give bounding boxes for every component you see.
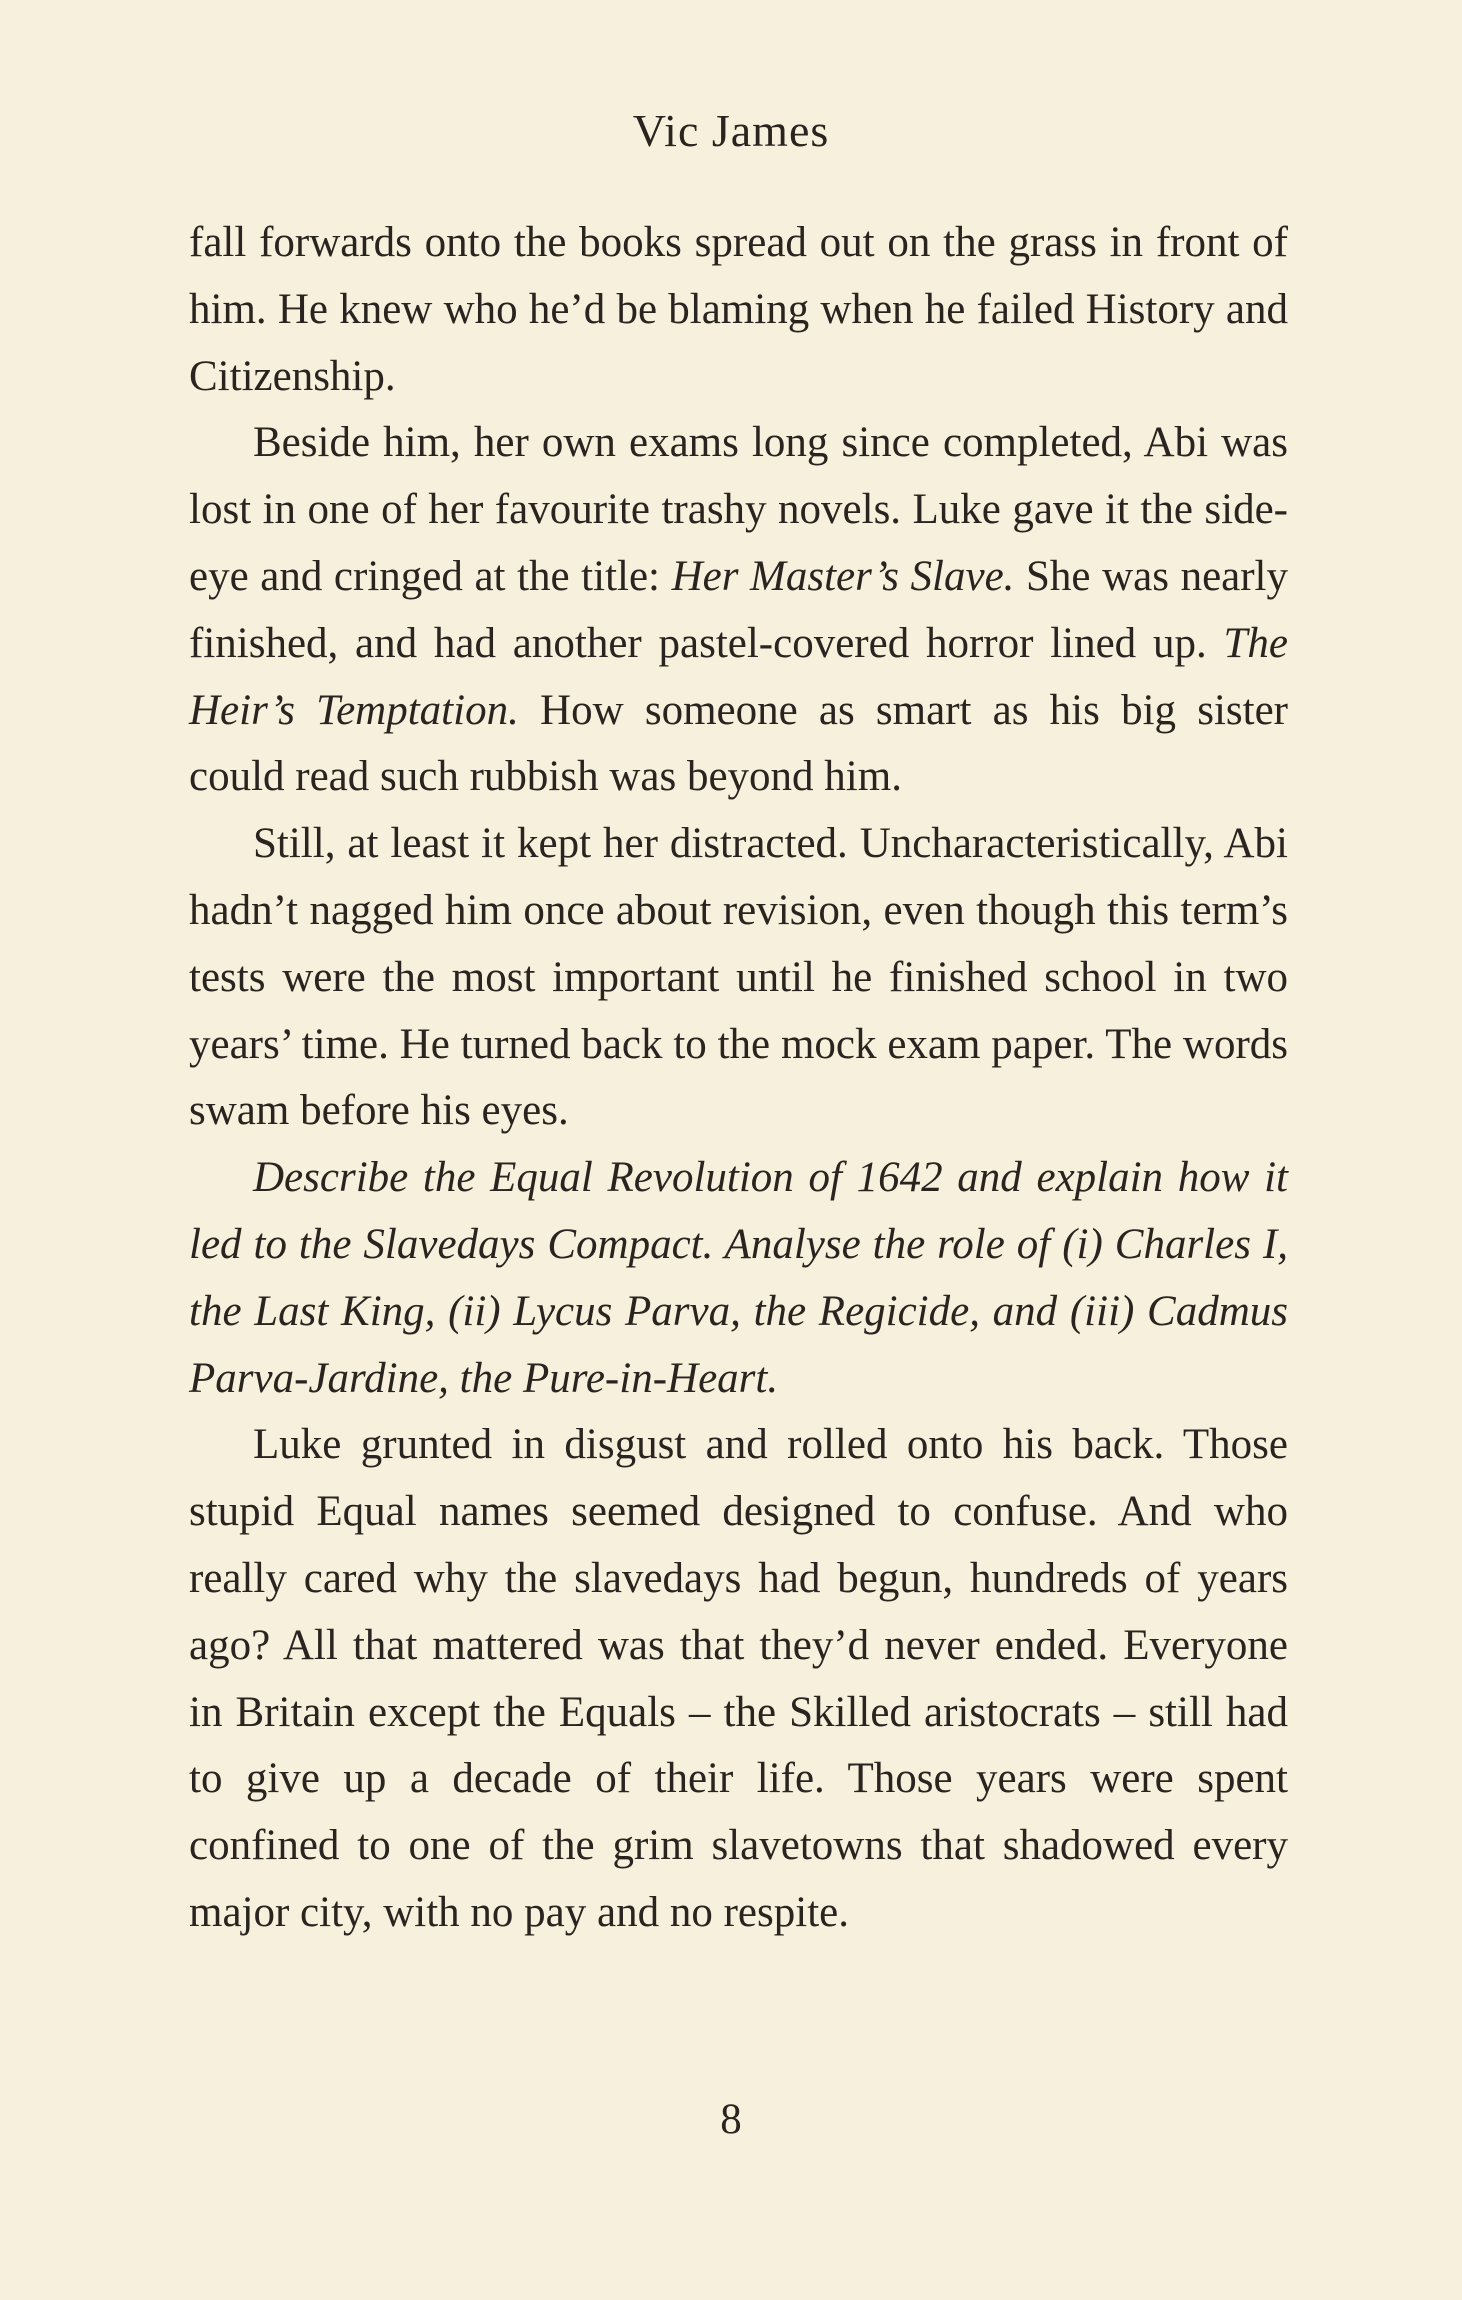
paragraph <box>189 210 1288 410</box>
text-run: Luke grunted in disgust and rolled onto his back. Those stupid Equal names seemed designed to confuse. And who really cared why the slavedays had begun, hundreds of years ago? All that mattered was that they’d never ended. Everyone in Britain except the Equals – the Skilled aristocrats – still had to give up a decade of their life. Those years were spent confined to one of the grim slavetowns that shadowed every major city, with no pay and no respite. <box>189 1421 1288 1936</box>
italic-text: Her Master’s Slave. <box>671 552 1015 600</box>
text-run: fall forwards onto the books spread out on the grass in front of him. He knew who he’d be blaming when he failed History and Citizenship. <box>189 219 1288 400</box>
paragraph <box>189 1412 1288 1946</box>
italic-text: Describe the Equal Revolution of 1642 and explain how it led to the Slavedays Compact. Analyse the role of (i) Charles I, the Last King, (ii) Lycus Parva, the Regicide, and (iii) Cadmus Parva-Jardine, the Pure-in-Heart. <box>189 1154 1288 1402</box>
running-head: Vic James <box>632 105 830 156</box>
body-text <box>189 210 1288 1947</box>
text-run: How someone as smart as his big sister could read such rubbish was beyond him. <box>189 686 1288 801</box>
paragraph <box>189 410 1288 811</box>
paragraph <box>189 1145 1288 1412</box>
italic-text: The Heir’s Temptation. <box>189 619 1288 734</box>
text-run: She was nearly finished, and had another pastel-covered horror lined up. <box>189 552 1289 667</box>
text-run: Beside him, her own exams long since completed, Abi was lost in one of her favourite trashy novels. Luke gave it the side-eye and cringed at the title: <box>189 419 1288 600</box>
paragraph <box>189 811 1288 1145</box>
text-run: Still, at least it kept her distracted. Uncharacteristically, Abi hadn’t nagged him once about revision, even though this term’s tests were the most important until he finished school in two years’ time. He turned back to the mock exam paper. The words swam before his eyes. <box>189 820 1288 1135</box>
page-number: 8 <box>720 2096 742 2143</box>
